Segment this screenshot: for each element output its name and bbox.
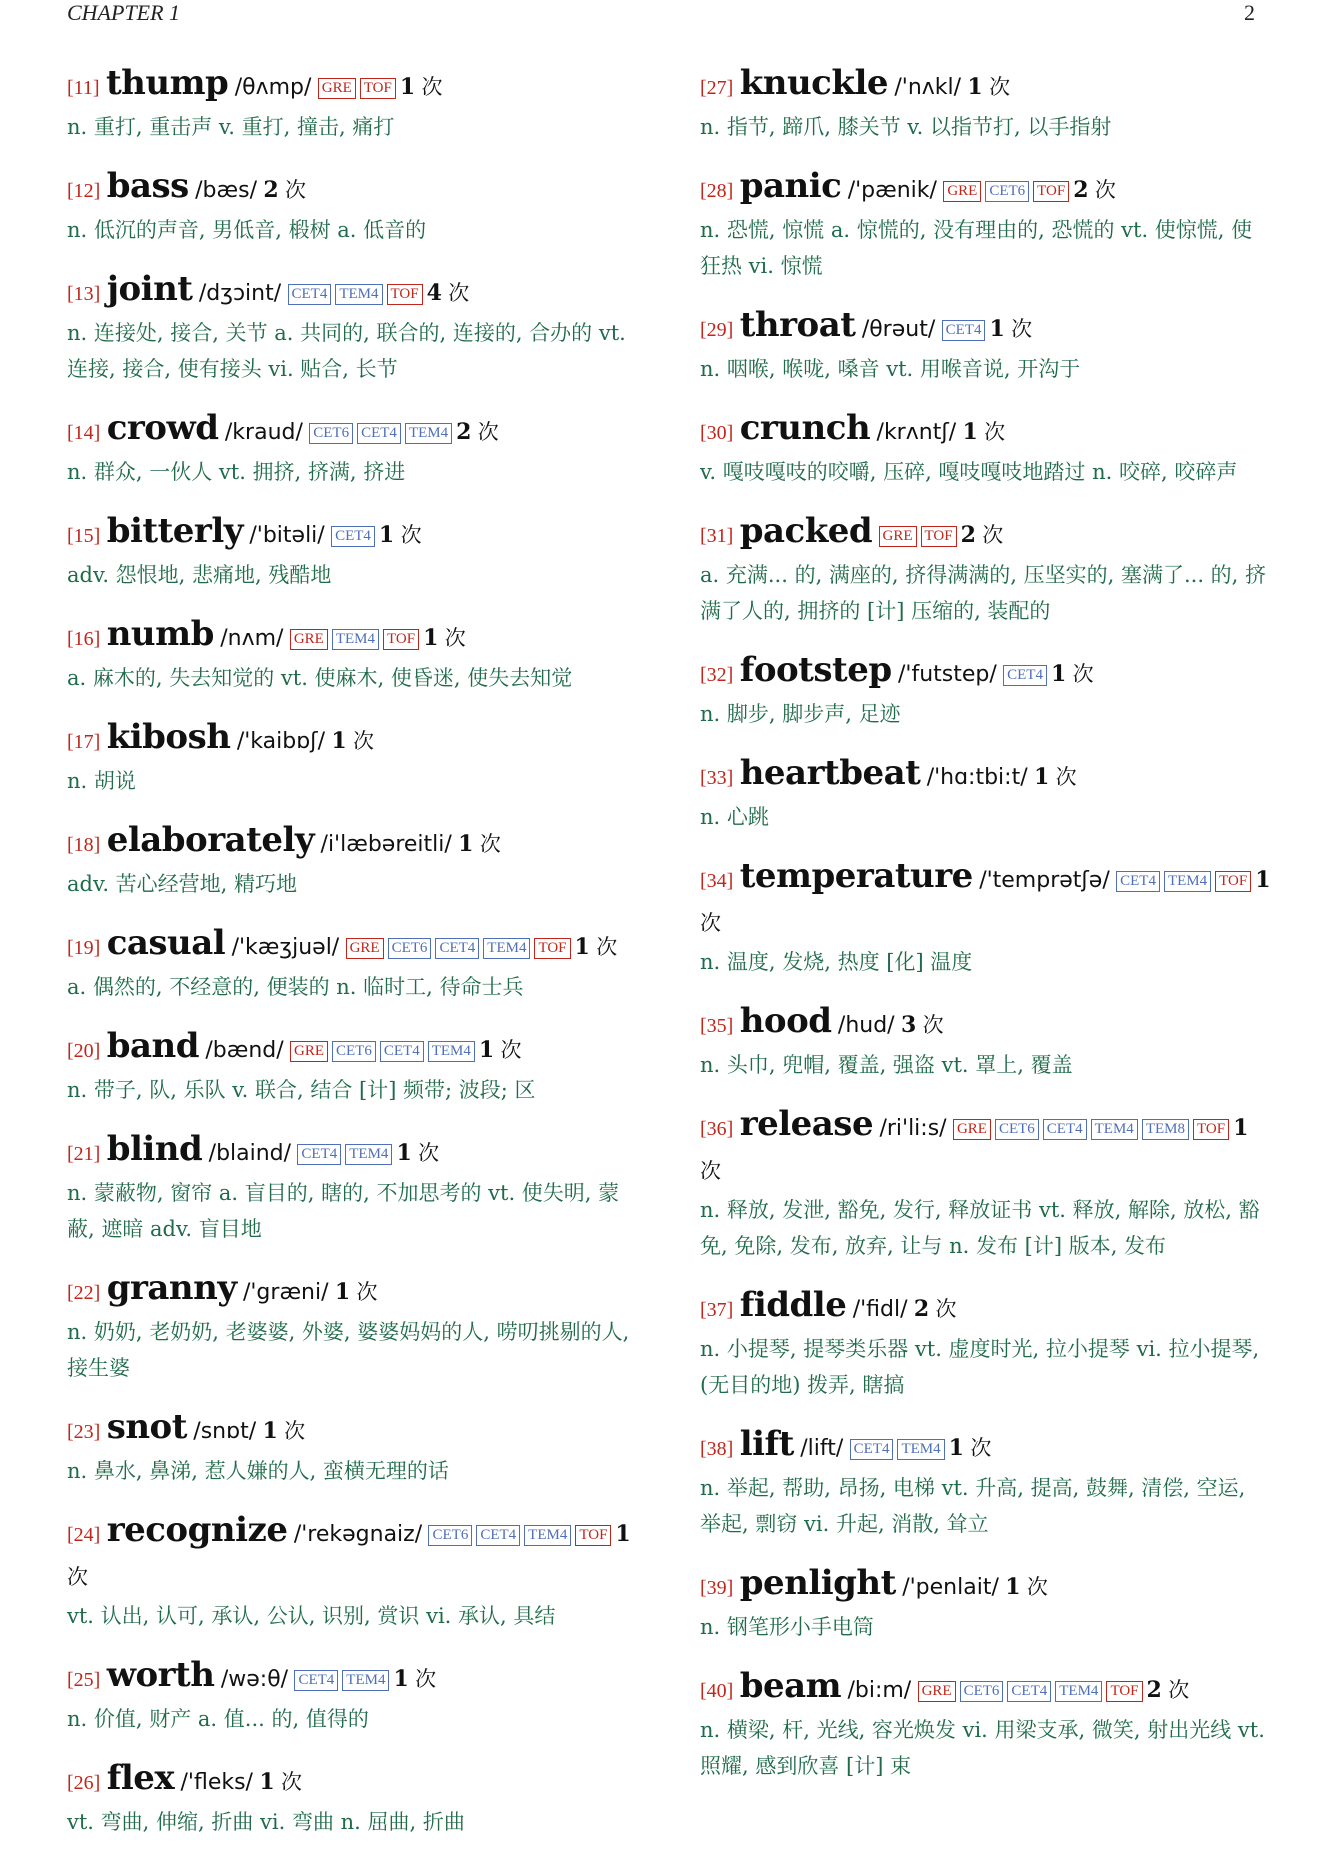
pronunciation: /snɒt/ — [193, 1419, 257, 1444]
pronunciation: /'fidl/ — [852, 1297, 908, 1322]
occurrence-count: 1 — [334, 1279, 351, 1305]
entry-headline — [67, 1128, 641, 1175]
headword: footstep — [739, 650, 892, 690]
entry-headline — [700, 407, 1272, 454]
pronunciation: /lift/ — [800, 1436, 844, 1461]
entry-headline — [67, 62, 641, 109]
vocab-entry — [700, 1103, 1272, 1264]
entry-headline — [67, 407, 641, 454]
definition: n. 恐慌, 惊慌 a. 惊慌的, 没有理由的, 恐慌的 vt. 使惊慌, 使狂热 vi. 惊慌 — [700, 218, 1253, 278]
exam-tag-cet4: CET4 — [297, 1144, 341, 1165]
vocab-entry — [700, 62, 1272, 145]
definition: n. 头巾, 兜帽, 覆盖, 强盗 vt. 罩上, 覆盖 — [700, 1053, 1073, 1077]
exam-tag-tem4: TEM4 — [335, 284, 382, 305]
entry-headline — [700, 1103, 1272, 1192]
entry-number: [26] — [67, 1772, 101, 1794]
exam-tag-tem4: TEM4 — [1091, 1119, 1138, 1140]
definition: n. 低沉的声音, 男低音, 椴树 a. 低音的 — [67, 218, 427, 242]
occurrence-unit: 次 — [477, 420, 499, 444]
definition: n. 奶奶, 老奶奶, 老婆婆, 外婆, 婆婆妈妈的人, 唠叨挑剔的人, 接生婆 — [67, 1320, 630, 1380]
exam-tag-tof: TOF — [1215, 871, 1251, 892]
definition: n. 带子, 队, 乐队 v. 联合, 结合 [计] 频带; 波段; 区 — [67, 1078, 536, 1102]
exam-tag-tof: TOF — [575, 1525, 611, 1546]
definition: vt. 认出, 认可, 承认, 公认, 识别, 赏识 vi. 承认, 具结 — [67, 1604, 556, 1628]
vocab-entry — [700, 649, 1272, 732]
headword: granny — [106, 1268, 237, 1308]
entry-headline — [67, 1509, 641, 1598]
definition: n. 咽喉, 喉咙, 嗓音 vt. 用喉音说, 开沟于 — [700, 357, 1081, 381]
exam-tag-gre: GRE — [290, 629, 328, 650]
entry-number: [25] — [67, 1669, 101, 1691]
entry-headline — [700, 649, 1272, 696]
occurrence-unit: 次 — [67, 1565, 88, 1589]
occurrence-unit: 次 — [353, 729, 375, 753]
headword: throat — [739, 305, 856, 345]
definition: n. 胡说 — [67, 769, 136, 793]
occurrence-count: 1 — [574, 934, 590, 960]
vocab-entry — [700, 855, 1272, 980]
entry-number: [28] — [700, 180, 734, 202]
exam-tag-tem4: TEM4 — [428, 1041, 475, 1062]
occurrence-count: 1 — [948, 1435, 964, 1461]
definition: adv. 苦心经营地, 精巧地 — [67, 872, 298, 896]
headword: elaborately — [106, 820, 315, 860]
entry-number: [13] — [67, 283, 101, 305]
occurrence-unit: 次 — [444, 626, 466, 650]
occurrence-unit: 次 — [1055, 765, 1077, 789]
exam-tag-cet6: CET6 — [985, 181, 1029, 202]
entry-number: [34] — [700, 870, 734, 892]
exam-tag-tof: TOF — [1033, 181, 1069, 202]
vocab-entry — [67, 1757, 641, 1840]
occurrence-unit: 次 — [1072, 662, 1094, 686]
occurrence-unit: 次 — [479, 832, 501, 856]
definition: n. 连接处, 接合, 关节 a. 共同的, 联合的, 连接的, 合办的 vt. 连接, 接合, 使有接头 vi. 贴合, 长节 — [67, 321, 626, 381]
occurrence-count: 1 — [1233, 1115, 1249, 1141]
vocab-entry — [700, 1423, 1272, 1542]
headword: knuckle — [739, 63, 888, 103]
exam-tag-cet6: CET6 — [332, 1041, 376, 1062]
occurrence-count: 2 — [263, 177, 279, 203]
definition: n. 心跳 — [700, 805, 769, 829]
occurrence-unit: 次 — [281, 1770, 302, 1794]
headword: temperature — [739, 856, 973, 896]
pronunciation: /blaind/ — [208, 1141, 292, 1166]
definition: n. 钢笔形小手电筒 — [700, 1615, 874, 1639]
entry-headline — [67, 716, 641, 763]
exam-tag-tof: TOF — [1193, 1119, 1229, 1140]
exam-tag-gre: GRE — [918, 1681, 956, 1702]
vocab-entry — [67, 268, 641, 387]
entry-headline — [67, 1267, 641, 1314]
occurrence-count: 1 — [458, 831, 474, 857]
vocab-entry — [700, 510, 1272, 629]
entry-headline — [700, 1423, 1272, 1470]
occurrence-unit: 次 — [922, 1013, 944, 1037]
pronunciation: /'temprətʃə/ — [979, 868, 1110, 893]
entry-number: [38] — [700, 1438, 734, 1460]
headword: worth — [106, 1655, 215, 1695]
headword: fiddle — [739, 1285, 847, 1325]
headword: penlight — [739, 1563, 896, 1603]
definition: a. 充满... 的, 满座的, 挤得满满的, 压坚实的, 塞满了... 的, 挤满了人的, 拥挤的 [计] 压缩的, 装配的 — [700, 563, 1267, 623]
vocab-entry — [700, 407, 1272, 490]
entry-number: [35] — [700, 1015, 734, 1037]
definition: n. 释放, 发泄, 豁免, 发行, 释放证书 vt. 释放, 解除, 放松, 豁免, 免除, 发布, 放弃, 让与 n. 发布 [计] 版本, 发布 — [700, 1198, 1260, 1258]
exam-tag-tem4: TEM4 — [1055, 1681, 1102, 1702]
occurrence-count: 2 — [960, 522, 976, 548]
entry-headline — [67, 819, 641, 866]
exam-tag-tof: TOF — [360, 78, 396, 99]
entry-headline — [67, 613, 641, 660]
occurrence-count: 1 — [615, 1521, 631, 1547]
exam-tag-tem4: TEM4 — [405, 423, 452, 444]
pronunciation: /krʌntʃ/ — [876, 420, 957, 445]
occurrence-count: 1 — [396, 1140, 412, 1166]
vocab-entry — [67, 1025, 641, 1108]
headword: crunch — [739, 408, 871, 448]
headword: packed — [739, 511, 873, 551]
entry-number: [16] — [67, 628, 101, 650]
exam-tag-tof: TOF — [387, 284, 423, 305]
pronunciation: /'kaibɒʃ/ — [236, 729, 325, 754]
headword: lift — [739, 1424, 794, 1464]
occurrence-count: 1 — [989, 316, 1005, 342]
headword: hood — [739, 1001, 832, 1041]
definition: vt. 弯曲, 伸缩, 折曲 vi. 弯曲 n. 屈曲, 折曲 — [67, 1810, 465, 1834]
occurrence-count: 1 — [1050, 661, 1067, 687]
definition: n. 举起, 帮助, 昂扬, 电梯 vt. 升高, 提高, 鼓舞, 清偿, 空运, 举起, 剽窃 vi. 升起, 消散, 耸立 — [700, 1476, 1246, 1536]
entry-headline — [700, 62, 1272, 109]
headword: casual — [106, 923, 226, 963]
entry-number: [31] — [700, 525, 734, 547]
pronunciation: /bænd/ — [205, 1038, 284, 1063]
vocab-entry — [700, 165, 1272, 284]
entry-headline — [67, 922, 641, 969]
pronunciation: /'rekəgnaiz/ — [293, 1522, 423, 1547]
entry-number: [39] — [700, 1577, 734, 1599]
occurrence-count: 1 — [478, 1037, 495, 1063]
occurrence-count: 2 — [913, 1296, 930, 1322]
pronunciation: /wə:θ/ — [220, 1667, 289, 1692]
exam-tag-cet6: CET6 — [309, 423, 353, 444]
entry-headline — [67, 1654, 641, 1701]
vocab-entry — [67, 407, 641, 490]
occurrence-unit: 次 — [700, 911, 721, 935]
pronunciation: /'penlait/ — [902, 1575, 999, 1600]
exam-tag-tof: TOF — [383, 629, 419, 650]
definition: n. 脚步, 脚步声, 足迹 — [700, 702, 901, 726]
definition: adv. 怨恨地, 悲痛地, 残酷地 — [67, 563, 332, 587]
headword: snot — [106, 1407, 187, 1447]
vocab-entry — [67, 613, 641, 696]
headword: flex — [106, 1758, 175, 1798]
definition: n. 横梁, 杆, 光线, 容光焕发 vi. 用梁支承, 微笑, 射出光线 vt. 照耀, 感到欣喜 [计] 束 — [700, 1718, 1265, 1778]
pronunciation: /'pænik/ — [847, 178, 937, 203]
entry-number: [21] — [67, 1143, 101, 1165]
definition: n. 价值, 财产 a. 值... 的, 值得的 — [67, 1707, 369, 1731]
exam-tag-tem4: TEM4 — [1164, 871, 1211, 892]
occurrence-unit: 次 — [448, 281, 470, 305]
occurrence-unit: 次 — [935, 1297, 957, 1321]
entry-number: [23] — [67, 1421, 101, 1443]
entry-headline — [700, 510, 1272, 557]
pronunciation: /bæs/ — [195, 178, 257, 203]
vocab-entry — [67, 1267, 641, 1386]
occurrence-count: 1 — [1005, 1574, 1021, 1600]
exam-tag-tem8: TEM8 — [1142, 1119, 1189, 1140]
entry-number: [27] — [700, 77, 734, 99]
occurrence-count: 1 — [399, 74, 416, 100]
pronunciation: /hud/ — [837, 1013, 895, 1038]
exam-tag-cet6: CET6 — [388, 938, 432, 959]
entry-number: [20] — [67, 1040, 101, 1062]
definition: n. 群众, 一伙人 vt. 拥挤, 挤满, 挤进 — [67, 460, 406, 484]
occurrence-unit: 次 — [700, 1159, 721, 1183]
headword: heartbeat — [739, 753, 921, 793]
vocab-entry — [700, 1284, 1272, 1403]
headword: blind — [106, 1129, 203, 1169]
occurrence-unit: 次 — [1011, 317, 1033, 341]
definition: n. 鼻水, 鼻涕, 惹人嫌的人, 蛮横无理的话 — [67, 1459, 449, 1483]
entry-number: [36] — [700, 1118, 734, 1140]
exam-tag-cet4: CET4 — [435, 938, 479, 959]
headword: beam — [739, 1666, 842, 1706]
occurrence-count: 1 — [967, 74, 983, 100]
chapter-title: CHAPTER 1 — [67, 0, 181, 25]
exam-tag-tem4: TEM4 — [897, 1439, 944, 1460]
occurrence-unit: 次 — [356, 1280, 378, 1304]
definition: v. 嘎吱嘎吱的咬嚼, 压碎, 嘎吱嘎吱地踏过 n. 咬碎, 咬碎声 — [700, 460, 1238, 484]
definition: a. 麻木的, 失去知觉的 vt. 使麻木, 使昏迷, 使失去知觉 — [67, 666, 573, 690]
definition: n. 指节, 蹄爪, 膝关节 v. 以指节打, 以手指射 — [700, 115, 1112, 139]
entry-number: [17] — [67, 731, 101, 753]
entry-headline — [67, 165, 641, 212]
occurrence-count: 2 — [456, 419, 472, 445]
vocab-entry — [67, 819, 641, 902]
entry-number: [32] — [700, 664, 734, 686]
entry-headline — [700, 304, 1272, 351]
entry-number: [12] — [67, 180, 101, 202]
occurrence-unit: 次 — [500, 1038, 522, 1062]
exam-tag-cet4: CET4 — [288, 284, 332, 305]
exam-tag-cet4: CET4 — [476, 1525, 520, 1546]
exam-tag-tof: TOF — [534, 938, 570, 959]
exam-tag-cet4: CET4 — [1007, 1681, 1051, 1702]
occurrence-unit: 次 — [982, 523, 1004, 547]
vocab-entry — [67, 1654, 641, 1737]
running-header — [67, 0, 1255, 30]
vocab-entry — [700, 1000, 1272, 1083]
occurrence-count: 1 — [423, 625, 439, 651]
occurrence-count: 1 — [331, 728, 347, 754]
entry-headline — [700, 165, 1272, 212]
exam-tag-tem4: TEM4 — [483, 938, 530, 959]
headword: thump — [105, 63, 229, 103]
entry-number: [19] — [67, 937, 101, 959]
pronunciation: /'fleks/ — [180, 1770, 253, 1795]
pronunciation: /'kæʒjuəl/ — [231, 935, 340, 960]
exam-tag-cet4: CET4 — [1116, 871, 1160, 892]
exam-tag-tem4: TEM4 — [332, 629, 379, 650]
exam-tag-cet4: CET4 — [850, 1439, 894, 1460]
pronunciation: /i'læbəreitli/ — [320, 832, 452, 857]
occurrence-unit: 次 — [970, 1436, 992, 1460]
pronunciation: /bi:m/ — [847, 1678, 912, 1703]
entry-number: [24] — [67, 1524, 101, 1546]
definition: n. 重打, 重击声 v. 重打, 撞击, 痛打 — [67, 115, 395, 139]
occurrence-unit: 次 — [415, 1667, 437, 1691]
headword: panic — [739, 166, 842, 206]
vocab-entry — [67, 165, 641, 248]
entry-headline — [700, 855, 1272, 944]
pronunciation: /dʒɔint/ — [198, 281, 282, 306]
left-column — [67, 62, 641, 1860]
occurrence-count: 1 — [262, 1418, 278, 1444]
occurrence-count: 1 — [378, 522, 395, 548]
occurrence-unit: 次 — [1026, 1575, 1048, 1599]
vocab-entry — [700, 1562, 1272, 1645]
exam-tag-cet6: CET6 — [428, 1525, 472, 1546]
entry-headline — [700, 752, 1272, 799]
exam-tag-tem4: TEM4 — [345, 1144, 392, 1165]
exam-tag-cet6: CET6 — [995, 1119, 1039, 1140]
definition: n. 温度, 发烧, 热度 [化] 温度 — [700, 950, 973, 974]
occurrence-unit: 次 — [989, 75, 1011, 99]
exam-tag-cet4: CET4 — [380, 1041, 424, 1062]
exam-tag-gre: GRE — [290, 1041, 328, 1062]
vocab-entry — [67, 1406, 641, 1489]
headword: recognize — [106, 1510, 288, 1550]
pronunciation: /'hɑ:tbi:t/ — [926, 765, 1028, 790]
vocab-entry — [700, 752, 1272, 835]
vocab-entry — [67, 62, 641, 145]
headword: bitterly — [106, 511, 244, 551]
occurrence-unit: 次 — [284, 1419, 306, 1443]
occurrence-unit: 次 — [1094, 178, 1116, 202]
pronunciation: /'nʌkl/ — [894, 75, 962, 100]
exam-tag-cet4: CET4 — [331, 526, 375, 547]
occurrence-unit: 次 — [400, 523, 422, 547]
exam-tag-gre: GRE — [318, 78, 356, 99]
exam-tag-cet4: CET4 — [294, 1670, 338, 1691]
vocab-entry — [700, 304, 1272, 387]
occurrence-unit: 次 — [1168, 1678, 1190, 1702]
entry-number: [40] — [700, 1680, 734, 1702]
exam-tag-cet4: CET4 — [1003, 665, 1047, 686]
headword: kibosh — [106, 717, 231, 757]
entry-number: [33] — [700, 767, 734, 789]
vocab-entry — [67, 716, 641, 799]
exam-tag-tem4: TEM4 — [342, 1670, 389, 1691]
entry-number: [11] — [67, 77, 100, 99]
entry-headline — [67, 268, 641, 315]
occurrence-unit: 次 — [421, 75, 443, 99]
occurrence-unit: 次 — [984, 420, 1006, 444]
right-column — [700, 62, 1272, 1804]
headword: bass — [106, 166, 189, 206]
occurrence-count: 1 — [259, 1769, 275, 1795]
entry-number: [30] — [700, 422, 734, 444]
occurrence-count: 1 — [1033, 764, 1050, 790]
pronunciation: /nʌm/ — [220, 626, 284, 651]
entry-number: [29] — [700, 319, 734, 341]
vocab-entry — [67, 922, 641, 1005]
occurrence-unit: 次 — [596, 935, 618, 959]
entry-headline — [67, 510, 641, 557]
pronunciation: /'bitəli/ — [249, 523, 325, 548]
entry-headline — [67, 1025, 641, 1072]
exam-tag-gre: GRE — [879, 526, 917, 547]
headword: numb — [106, 614, 214, 654]
occurrence-count: 1 — [962, 419, 978, 445]
exam-tag-gre: GRE — [953, 1119, 991, 1140]
pronunciation: /'græni/ — [242, 1280, 329, 1305]
occurrence-count: 3 — [900, 1012, 917, 1038]
exam-tag-tof: TOF — [921, 526, 957, 547]
exam-tag-tof: TOF — [1106, 1681, 1142, 1702]
headword: crowd — [106, 408, 219, 448]
occurrence-count: 2 — [1073, 177, 1089, 203]
exam-tag-gre: GRE — [346, 938, 384, 959]
exam-tag-cet4: CET4 — [942, 320, 986, 341]
entry-number: [18] — [67, 834, 101, 856]
occurrence-count: 2 — [1146, 1677, 1162, 1703]
entry-headline — [700, 1665, 1272, 1712]
vocab-entry — [67, 510, 641, 593]
pronunciation: /ri'li:s/ — [879, 1116, 947, 1141]
pronunciation: /θrəut/ — [861, 317, 936, 342]
headword: release — [739, 1104, 874, 1144]
definition: n. 小提琴, 提琴类乐器 vt. 虚度时光, 拉小提琴 vi. 拉小提琴, (无目的地) 拨弄, 瞎搞 — [700, 1337, 1260, 1397]
vocab-entry — [700, 1665, 1272, 1784]
occurrence-unit: 次 — [418, 1141, 440, 1165]
exam-tag-cet4: CET4 — [1043, 1119, 1087, 1140]
exam-tag-gre: GRE — [943, 181, 981, 202]
headword: joint — [106, 269, 193, 309]
pronunciation: /θʌmp/ — [234, 75, 312, 100]
vocab-entry — [67, 1128, 641, 1247]
occurrence-count: 1 — [393, 1666, 409, 1692]
exam-tag-cet6: CET6 — [960, 1681, 1004, 1702]
entry-headline — [700, 1284, 1272, 1331]
exam-tag-cet4: CET4 — [357, 423, 401, 444]
occurrence-count: 1 — [1255, 867, 1271, 893]
entry-headline — [67, 1406, 641, 1453]
entry-headline — [700, 1562, 1272, 1609]
entry-number: [22] — [67, 1282, 101, 1304]
entry-headline — [700, 1000, 1272, 1047]
occurrence-count: 4 — [426, 280, 442, 306]
entry-number: [15] — [67, 525, 101, 547]
page-number: 2 — [1244, 0, 1255, 25]
entry-number: [14] — [67, 422, 101, 444]
definition: a. 偶然的, 不经意的, 便装的 n. 临时工, 待命士兵 — [67, 975, 524, 999]
entry-headline — [67, 1757, 641, 1804]
headword: band — [106, 1026, 199, 1066]
entry-number: [37] — [700, 1299, 734, 1321]
definition: n. 蒙蔽物, 窗帘 a. 盲目的, 瞎的, 不加思考的 vt. 使失明, 蒙蔽, 遮暗 adv. 盲目地 — [67, 1181, 620, 1241]
pronunciation: /'futstep/ — [898, 662, 997, 687]
vocab-entry — [67, 1509, 641, 1634]
occurrence-unit: 次 — [285, 178, 307, 202]
pronunciation: /kraud/ — [224, 420, 303, 445]
exam-tag-tem4: TEM4 — [524, 1525, 571, 1546]
